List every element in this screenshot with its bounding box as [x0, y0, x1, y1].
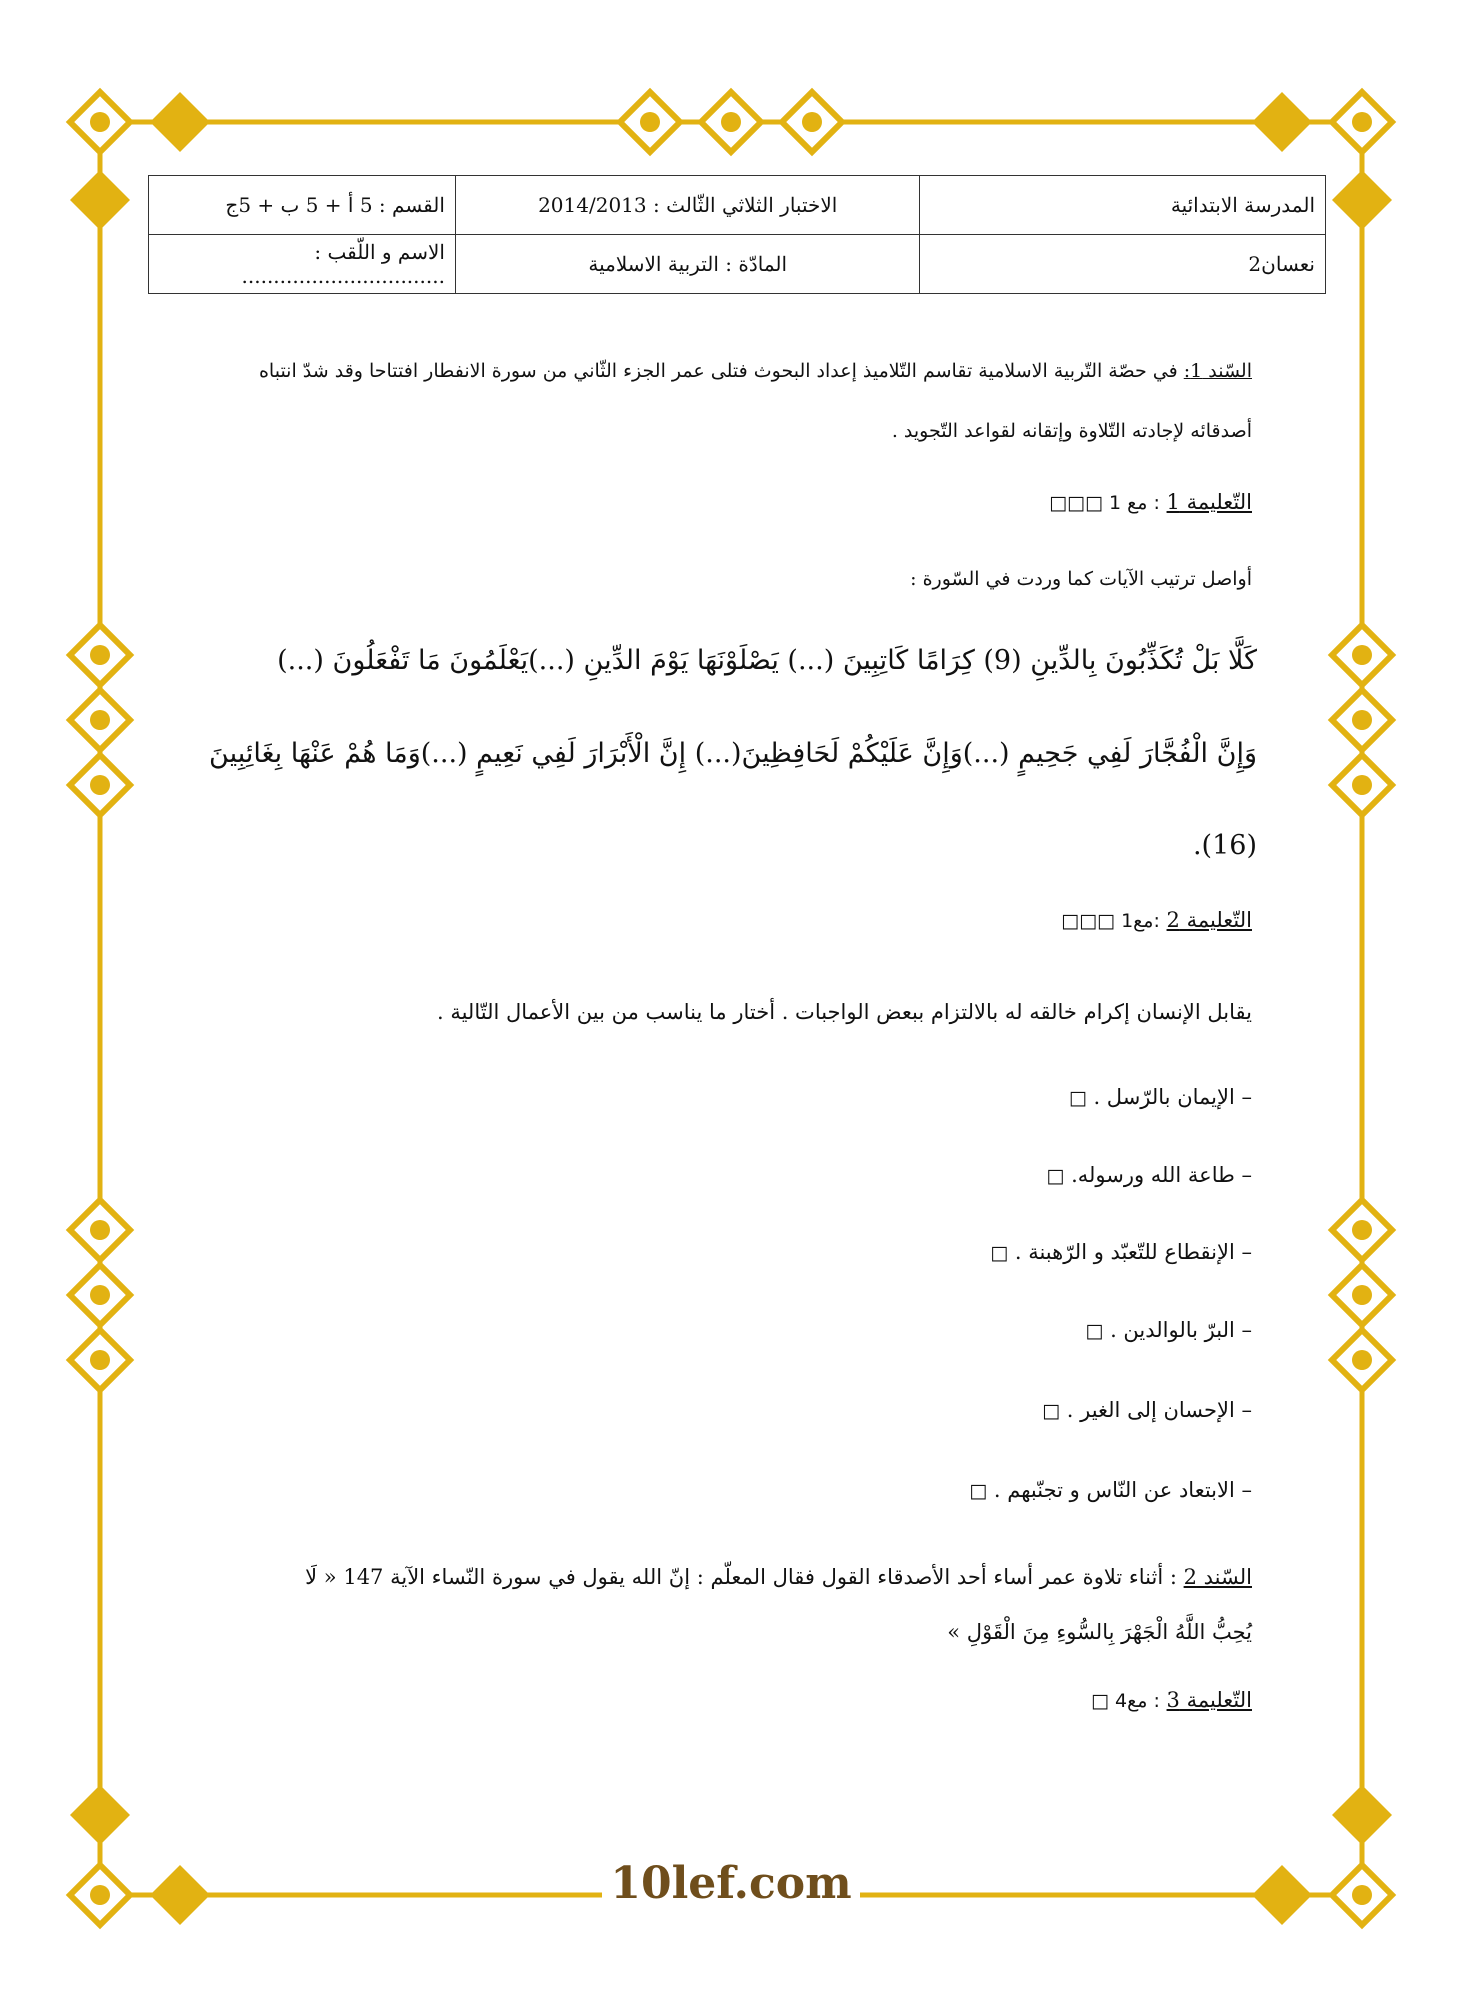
section-label: القسم : 5 أ + 5 ب + 5ج [149, 176, 456, 235]
school-name: نعسان2 [920, 235, 1326, 294]
instruction1-marks: : مع 1 □□□ [1049, 492, 1160, 514]
option-text: – الإنقطاع للتّعبّد و الرّهبنة . [1014, 1240, 1252, 1264]
instruction1-label: التّعليمة 1 [1166, 490, 1252, 514]
instruction3-marks: : مع4 □ [1091, 1690, 1160, 1712]
ornament-solid [1332, 1785, 1392, 1845]
ornament-dot [90, 710, 110, 730]
ornament-dot [721, 112, 741, 132]
option-checkbox[interactable]: □ [1042, 1400, 1061, 1422]
list-item [1046, 1163, 1252, 1187]
instruction2-marks: :مع1 □□□ [1061, 910, 1160, 932]
ornament-dot [1352, 645, 1372, 665]
school-label: المدرسة الابتدائية [920, 176, 1326, 235]
ornament-dot [1352, 710, 1372, 730]
option-text: – الإيمان بالرّسل . [1093, 1085, 1252, 1109]
ornament-dot [90, 1285, 110, 1305]
instruction2-heading [1061, 908, 1252, 932]
ornament-dot [1352, 112, 1372, 132]
option-text: – الإحسان إلى الغير . [1066, 1398, 1252, 1422]
option-checkbox[interactable]: □ [990, 1242, 1009, 1264]
option-text: – طاعة الله ورسوله. [1071, 1163, 1252, 1187]
ornament-solid [150, 92, 210, 152]
sanad1-text1: في حصّة التّربية الاسلامية تقاسم التّلاميذ إعداد البحوث فتلى عمر الجزء الثّاني من سورة الانفطار افتتاحا وقد شدّ انتباه [258, 360, 1178, 382]
ornament-solid [70, 1785, 130, 1845]
ornament-dot [1352, 775, 1372, 795]
verse-line3: (16). [1192, 830, 1257, 861]
site-name[interactable]: 10lef.com [602, 1858, 859, 1909]
footer-watermark [0, 1858, 1462, 1909]
ornament-dot [90, 645, 110, 665]
ornament-dot [802, 112, 822, 132]
option-text: – الابتعاد عن النّاس و تجنّبهم . [993, 1478, 1252, 1502]
verse-line1: كَلَّا بَلْ تُكَذِّبُونَ بِالدِّينِ (9) كِرَامًا كَاتِبِينَ (...) يَصْلَوْنَهَا يَوْمَ الدِّينِ (...)يَعْلَمُونَ مَا تَفْعَلُونَ (...) [277, 645, 1257, 676]
exam-title: الاختبار الثلاثي الثّالث : 2014/2013 [538, 193, 838, 217]
instruction1-text: أواصل ترتيب الآيات كما وردت في السّورة : [910, 568, 1252, 590]
header-table [148, 175, 1326, 294]
list-item [1042, 1398, 1252, 1422]
option-text: – البرّ بالوالدين . [1110, 1318, 1252, 1342]
option-checkbox[interactable]: □ [1046, 1165, 1065, 1187]
sanad1-label: السّند 1: [1183, 360, 1252, 382]
ornament-solid [1332, 170, 1392, 230]
list-item [969, 1478, 1252, 1502]
ornament-dot [90, 775, 110, 795]
ornament-dot [90, 1350, 110, 1370]
option-checkbox[interactable]: □ [969, 1480, 988, 1502]
sanad2-line1 [305, 1565, 1252, 1589]
instruction3-heading [1091, 1688, 1252, 1712]
sanad2-label: السّند 2 [1183, 1565, 1252, 1589]
option-checkbox[interactable]: □ [1085, 1320, 1104, 1342]
sanad1-line2: أصدقائه لإجادته التّلاوة وإتقانه لقواعد التّجويد . [891, 420, 1252, 442]
ornament-dot [1352, 1285, 1372, 1305]
subject-cell [455, 235, 920, 294]
ornament-solid [1252, 92, 1312, 152]
instruction2-text: يقابل الإنسان إكرام خالقه له بالالتزام ببعض الواجبات . أختار ما يناسب من بين الأعمال التّالية . [436, 1000, 1252, 1024]
instruction2-label: التّعليمة 2 [1166, 908, 1252, 932]
ornament-solid [70, 170, 130, 230]
ornament-dot [90, 112, 110, 132]
list-item [990, 1240, 1252, 1264]
list-item [1069, 1085, 1252, 1109]
subject: المادّة : التربية الاسلامية [588, 252, 788, 276]
instruction1-heading [1049, 490, 1252, 514]
ornament-dot [90, 1220, 110, 1240]
ornament-dot [1352, 1220, 1372, 1240]
sanad2-line2: يُحِبُّ اللَّهُ الْجَهْرَ بِالسُّوءِ مِنَ الْقَوْلِ » [947, 1620, 1252, 1644]
name-field: الاسم و اللّقب : ................................ [149, 235, 456, 294]
instruction3-label: التّعليمة 3 [1166, 1688, 1252, 1712]
sanad1-line1 [259, 360, 1252, 382]
sanad2-text1: : أثناء تلاوة عمر أساء أحد الأصدقاء القول فقال المعلّم : إنّ الله يقول في سورة النّساء الآية 147 « لَا [305, 1565, 1177, 1589]
exam-title-cell [455, 176, 920, 235]
ornament-dot [640, 112, 660, 132]
verse-line2: وَإِنَّ الْفُجَّارَ لَفِي جَحِيمٍ (...)وَإِنَّ عَلَيْكُمْ لَحَافِظِينَ(...) إِنَّ الْأَبْرَارَ لَفِي نَعِيمٍ (...)وَمَا هُمْ عَنْهَا بِغَائِبِينَ [209, 738, 1257, 769]
list-item [1085, 1318, 1252, 1342]
ornament-dot [1352, 1350, 1372, 1370]
option-checkbox[interactable]: □ [1068, 1087, 1087, 1109]
